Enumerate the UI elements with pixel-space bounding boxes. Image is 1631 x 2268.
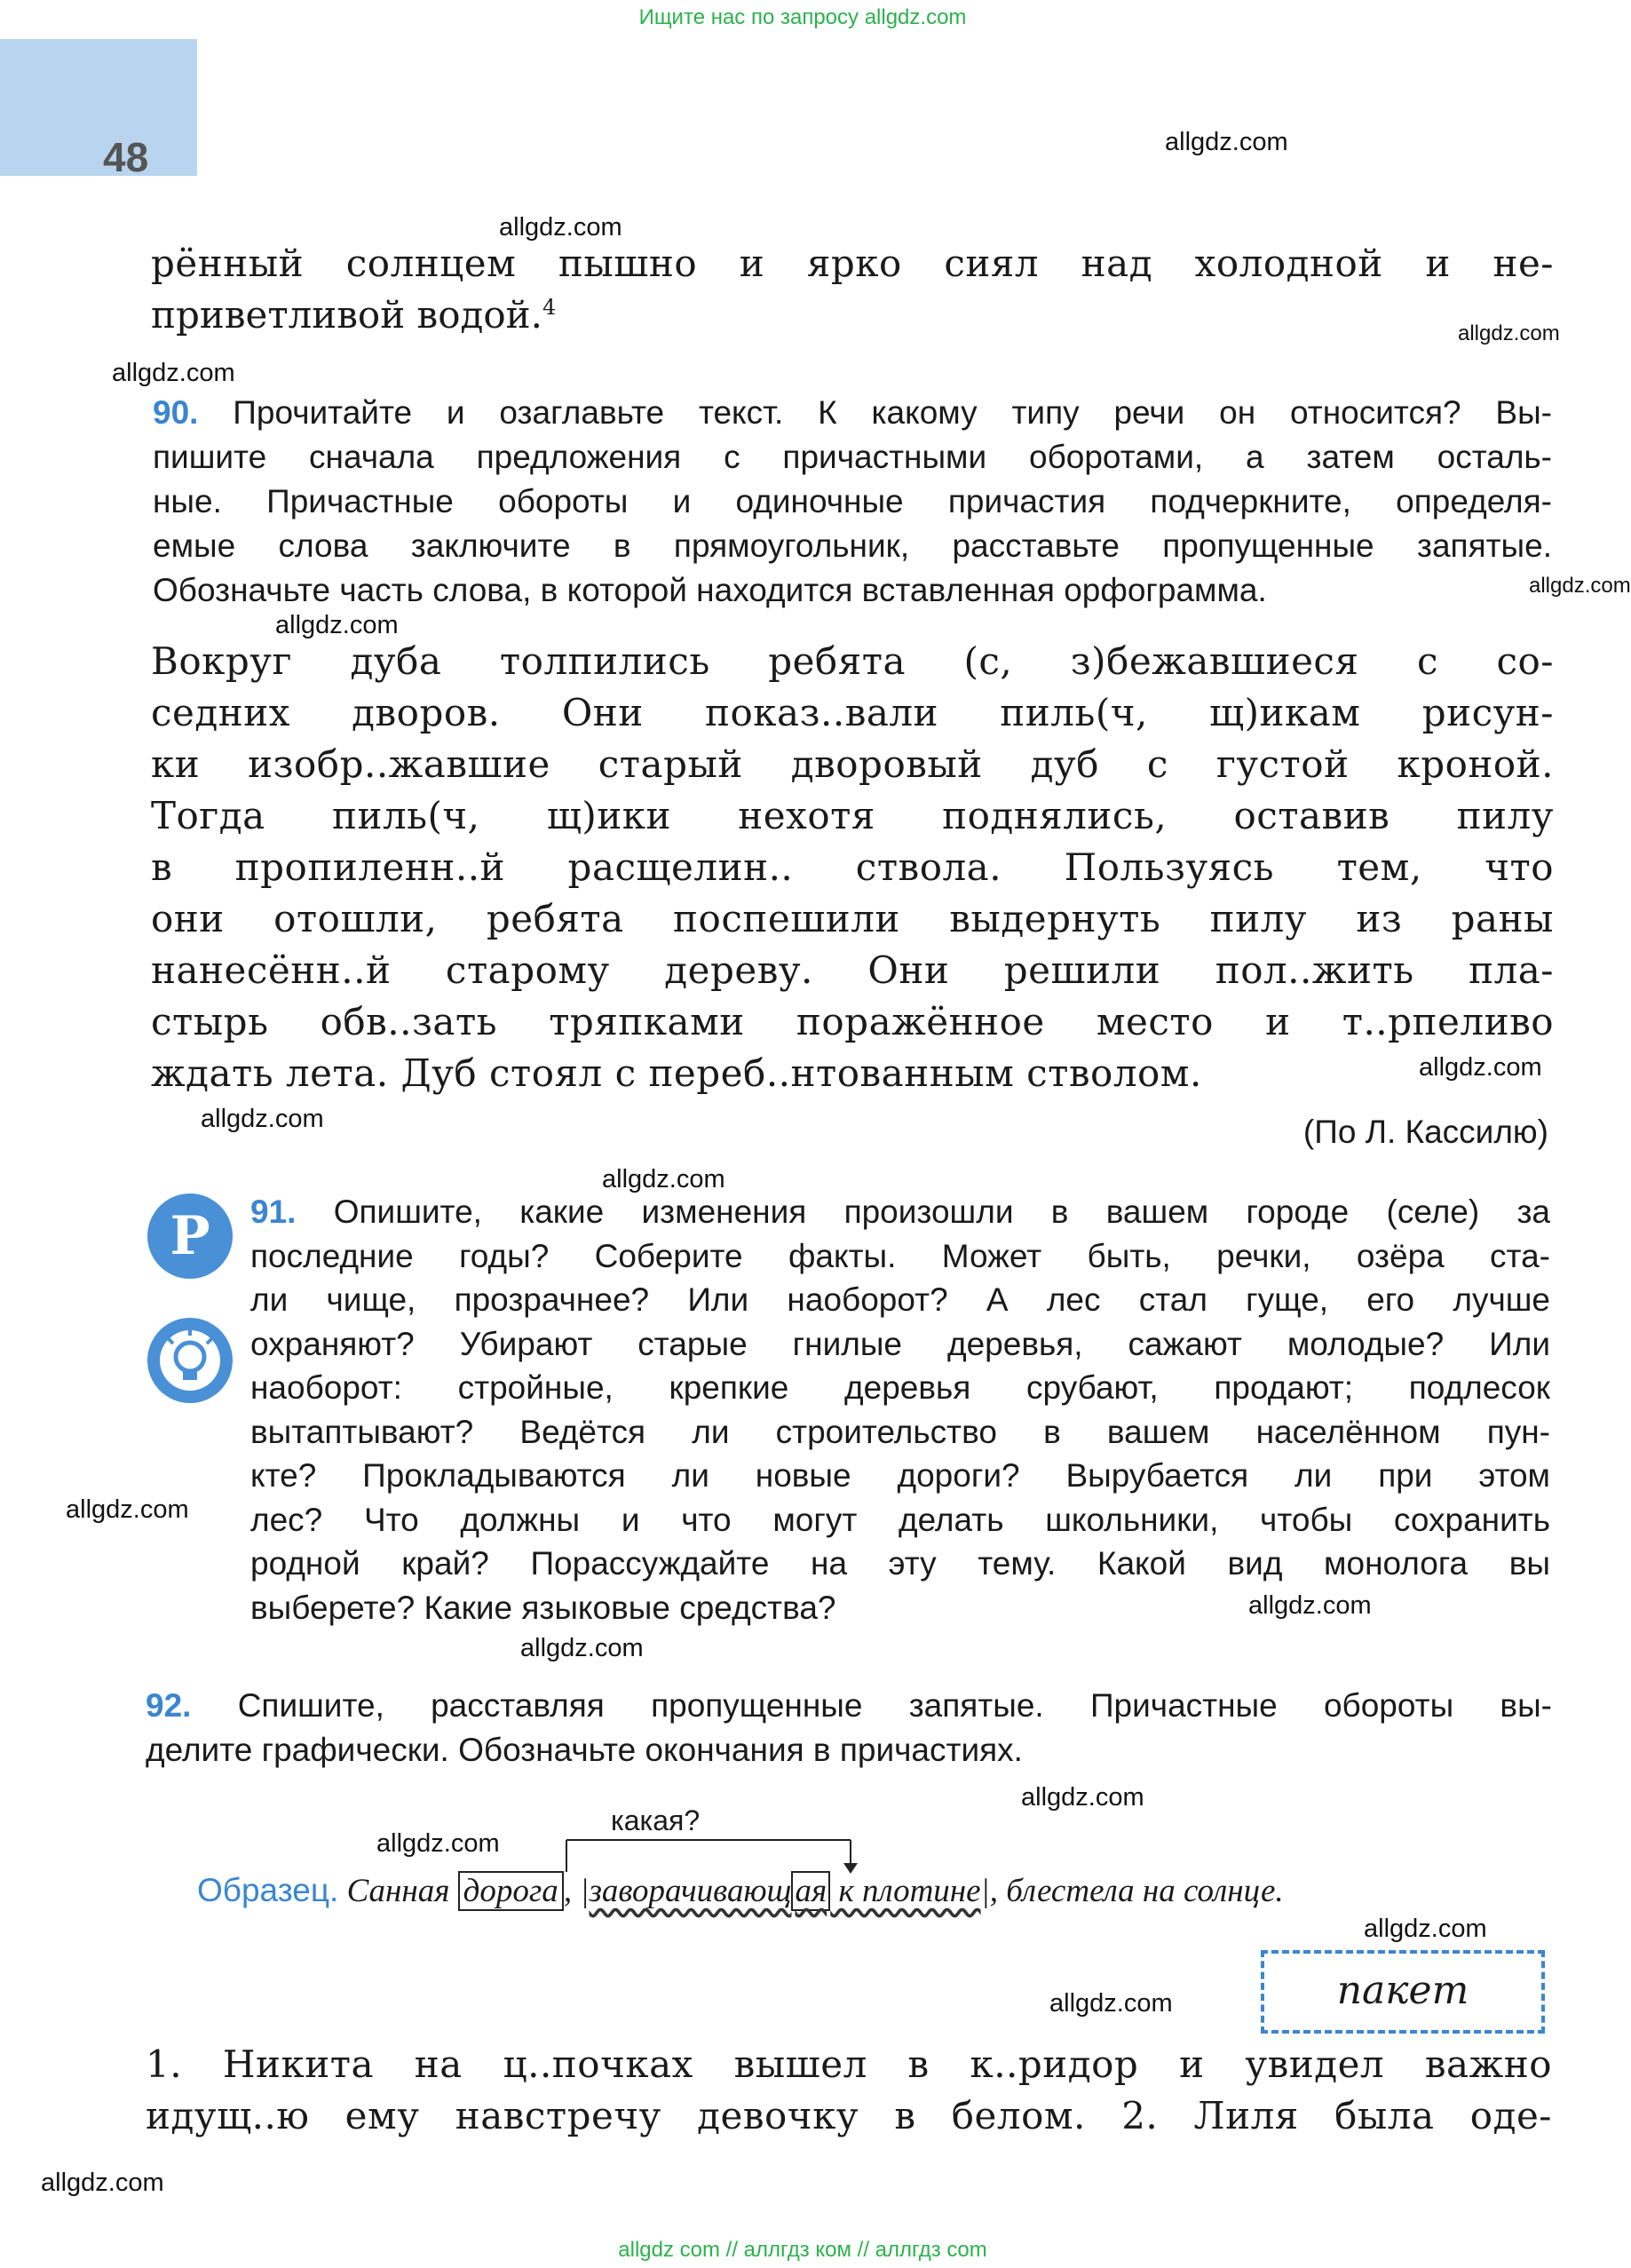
exercise-number: 90. xyxy=(153,394,199,431)
sample-defined-word: дорога xyxy=(458,1871,564,1911)
text-line: Тогда пиль(ч, щ)ики нехотя поднялись, оставив пилу xyxy=(151,794,1554,837)
exercise-number: 91. xyxy=(250,1193,297,1230)
question-arrow xyxy=(565,1836,867,1875)
text-line: 1. Никита на ц..почках вышел в к..ридор и увидел важно xyxy=(146,2042,1552,2086)
task-line: емые слова заключите в прямоугольник, расставьте пропущенные запятые. xyxy=(153,527,1552,564)
sample-tail: |, блестела на солнце. xyxy=(980,1873,1284,1909)
watermark: allgdz.com xyxy=(499,213,622,242)
exercise-90-task xyxy=(153,394,1552,616)
vocabulary-box xyxy=(1261,1950,1545,2034)
watermark: allgdz.com xyxy=(66,1495,189,1524)
watermark: allgdz.com xyxy=(1419,1053,1542,1082)
watermark: allgdz.com xyxy=(376,1829,500,1858)
text-line: ки изобр..жавшие старый дворовый дуб с густой кроной. xyxy=(151,742,1554,786)
attribution: (По Л. Кассилю) xyxy=(1302,1114,1548,1150)
task-line: делите графически. Обозначьте окончания в причастиях. xyxy=(146,1732,1023,1768)
top-banner[interactable]: Ищите нас по запросу allgdz.com xyxy=(638,5,967,29)
watermark: allgdz.com xyxy=(112,359,235,387)
task-line: пишите сначала предложения с причастными оборотами, а затем осталь- xyxy=(153,439,1552,475)
watermark: allgdz.com xyxy=(1021,1783,1144,1812)
watermark: allgdz.com xyxy=(201,1105,324,1133)
exercise-92-task xyxy=(146,1687,1552,1776)
text-line: седних дворов. Они показ..вали пиль(ч, щ)икам рисун- xyxy=(151,691,1554,734)
task-line: Обозначьте часть слова, в которой находится вставленная орфограмма. xyxy=(153,572,1267,608)
watermark: allgdz.com xyxy=(1165,128,1288,156)
task-line: последние годы? Соберите факты. Может быть, речки, озёра ста- xyxy=(250,1237,1550,1274)
page-tab xyxy=(0,39,197,176)
watermark: allgdz.com xyxy=(1458,321,1560,345)
task-line xyxy=(250,1193,1550,1238)
watermark: allgdz.com xyxy=(41,2169,164,2197)
task-line-text: Прочитайте и озаглавьте текст. К какому типу речи он относится? Вы- xyxy=(233,394,1552,431)
watermark: allgdz.com xyxy=(602,1165,725,1193)
sample-adjective: Санная xyxy=(346,1873,450,1909)
task-line: ли чище, прозрачнее? Или наоборот? А лес стал гуще, его лучше xyxy=(250,1281,1550,1318)
text-line: стырь обв..зать тряпками поражённое место и т..рпеливо xyxy=(151,1000,1554,1043)
question-label: какая? xyxy=(611,1804,701,1836)
text-line xyxy=(151,293,556,337)
task-line: вытаптывают? Ведётся ли строительство в вашем населённом пун- xyxy=(250,1413,1550,1450)
task-line: родной край? Порассуждайте на эту тему. Какой вид монолога вы xyxy=(250,1545,1550,1582)
footnote-mark: 4 xyxy=(542,295,557,320)
task-line: лес? Что должны и что могут делать школьники, чтобы сохранить xyxy=(250,1501,1550,1538)
watermark: allgdz.com xyxy=(520,1634,644,1662)
exercise-90-text xyxy=(151,639,1554,1103)
task-line: ные. Причастные обороты и одиночные причастия подчеркните, определя- xyxy=(153,483,1552,519)
vocabulary-word: пакет xyxy=(1336,1968,1469,2013)
bottom-banner[interactable]: allgdz com // аллгдз ком // аллгдз com xyxy=(618,2238,987,2262)
text-line: рённый солнцем пышно и ярко сиял над холодной и не- xyxy=(151,242,1554,285)
text-line: идущ..ю ему навстречу девочку в белом. 2. Лиля была оде- xyxy=(146,2094,1552,2137)
exercise-number: 92. xyxy=(146,1687,192,1724)
exercise-91 xyxy=(250,1193,1550,1633)
task-line-text: Опишите, какие изменения произошли в вашем городе (селе) за xyxy=(333,1193,1550,1230)
text-line: в пропиленн..й расщелин.. ствола. Пользуясь тем, что xyxy=(151,845,1554,889)
rhetoric-icon-letter: Р xyxy=(170,1205,210,1267)
rhetoric-icon xyxy=(147,1193,233,1279)
text-line: приветливой водой. xyxy=(151,293,542,337)
watermark: allgdz.com xyxy=(1364,1915,1487,1943)
task-line: наоборот: стройные, крепкие деревья срубают, продают; подлесок xyxy=(250,1369,1550,1406)
lightbulb-icon xyxy=(147,1318,233,1403)
sample-separator: , | xyxy=(563,1873,590,1909)
text-line: они отошли, ребята поспешили выдернуть пилу из раны xyxy=(151,897,1554,940)
task-line: выберете? Какие языковые средства? xyxy=(250,1589,836,1626)
watermark: allgdz.com xyxy=(1529,574,1631,598)
task-line xyxy=(153,394,1552,439)
task-line-text: Спишите, расставляя пропущенные запятые. Причастные обороты вы- xyxy=(237,1687,1552,1724)
task-line: охраняют? Убирают старые гнилые деревья, сажают молодые? Или xyxy=(250,1325,1550,1362)
task-line xyxy=(146,1687,1552,1732)
sample-ending: ая xyxy=(791,1871,830,1911)
text-line: нанесённ..й старому дереву. Они решили пол..жить пла- xyxy=(151,948,1554,992)
watermark: allgdz.com xyxy=(1248,1591,1372,1620)
task-line: кте? Прокладываются ли новые дороги? Вырубается ли при этом xyxy=(250,1457,1550,1494)
sample-participle-stem: заворачивающ xyxy=(589,1873,792,1909)
sample-sentence xyxy=(197,1872,1284,1910)
sample-participle-rest: к плотине xyxy=(830,1873,981,1909)
watermark: allgdz.com xyxy=(275,611,399,639)
text-line: ждать лета. Дуб стоял с переб..нтованным стволом. xyxy=(151,1051,1202,1095)
sample-label: Образец. xyxy=(197,1872,339,1908)
text-line: Вокруг дуба толпились ребята (с, з)бежавшиеся с со- xyxy=(151,639,1554,683)
watermark: allgdz.com xyxy=(1049,1989,1173,2018)
sample-participle xyxy=(589,1871,980,1911)
page-number: 48 xyxy=(103,134,149,180)
